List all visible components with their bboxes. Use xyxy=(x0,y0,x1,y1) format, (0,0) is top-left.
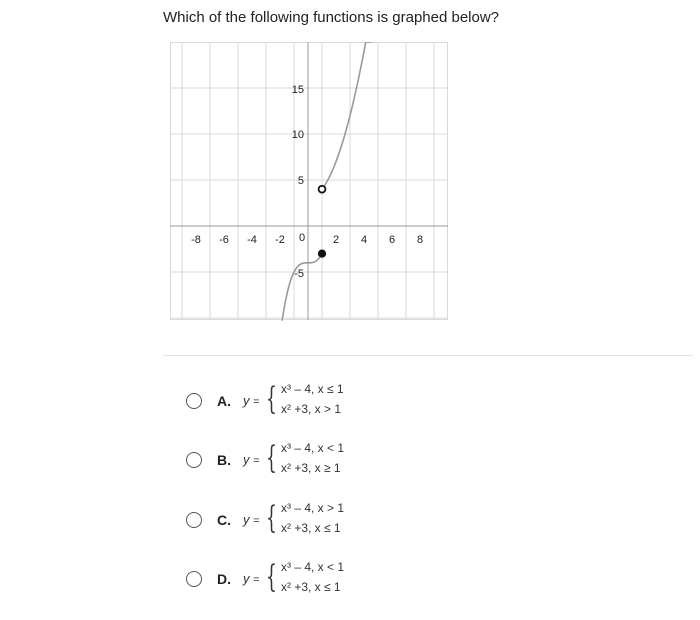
y-tick-label: 15 xyxy=(291,84,304,96)
option-c[interactable] xyxy=(186,498,426,548)
case-bottom: x² +3, x ≤ 1 xyxy=(281,521,341,535)
y-variable: y xyxy=(243,452,250,467)
closed-point xyxy=(318,250,325,257)
equals-sign: = xyxy=(253,515,260,527)
case-top: x³ – 4, x < 1 xyxy=(281,441,345,455)
radio-button[interactable] xyxy=(186,571,202,587)
radio-button[interactable] xyxy=(186,512,202,528)
option-letter: C. xyxy=(217,512,231,528)
x-tick-label: -6 xyxy=(219,234,229,246)
option-letter: A. xyxy=(217,393,231,409)
open-point xyxy=(319,186,326,193)
radio-button[interactable] xyxy=(186,393,202,409)
option-letter: B. xyxy=(217,452,231,468)
option-d[interactable] xyxy=(186,557,426,607)
option-b[interactable] xyxy=(186,438,426,488)
divider xyxy=(163,355,693,356)
equation-lhs xyxy=(243,452,260,467)
y-variable: y xyxy=(243,512,250,527)
option-letter: D. xyxy=(217,571,231,587)
radio-button[interactable] xyxy=(186,452,202,468)
y-variable: y xyxy=(243,393,250,408)
case-top: x³ – 4, x < 1 xyxy=(281,560,345,574)
equation-lhs xyxy=(243,571,260,586)
case-top: x³ – 4, x ≤ 1 xyxy=(281,382,344,396)
brace-icon: { xyxy=(266,559,277,595)
equation-lhs xyxy=(243,512,260,527)
y-tick-label: 5 xyxy=(297,175,304,187)
brace-icon: { xyxy=(266,381,277,417)
question-text: Which of the following functions is graphed below? xyxy=(163,9,500,26)
y-variable: y xyxy=(243,571,250,586)
case-top: x³ – 4, x > 1 xyxy=(281,501,345,515)
case-bottom: x² +3, x > 1 xyxy=(281,402,342,416)
brace-icon: { xyxy=(266,500,277,536)
origin-label: 0 xyxy=(298,232,306,244)
x-tick-label: 2 xyxy=(332,234,340,246)
function-graph xyxy=(170,42,450,322)
case-bottom: x² +3, x ≥ 1 xyxy=(281,461,341,475)
equals-sign: = xyxy=(253,574,260,586)
x-tick-label: -2 xyxy=(275,234,285,246)
y-tick-label: -5 xyxy=(294,268,304,280)
option-a[interactable] xyxy=(186,379,426,429)
equals-sign: = xyxy=(253,396,260,408)
equation-lhs xyxy=(243,393,260,408)
x-tick-label: -8 xyxy=(191,234,201,246)
brace-icon: { xyxy=(266,440,277,476)
case-bottom: x² +3, x ≤ 1 xyxy=(281,580,341,594)
x-tick-label: -4 xyxy=(247,234,257,246)
x-tick-label: 8 xyxy=(416,234,424,246)
graph-svg xyxy=(170,42,450,322)
x-tick-label: 6 xyxy=(388,234,396,246)
equals-sign: = xyxy=(253,455,260,467)
y-tick-label: 10 xyxy=(291,129,304,141)
x-tick-label: 4 xyxy=(360,234,368,246)
